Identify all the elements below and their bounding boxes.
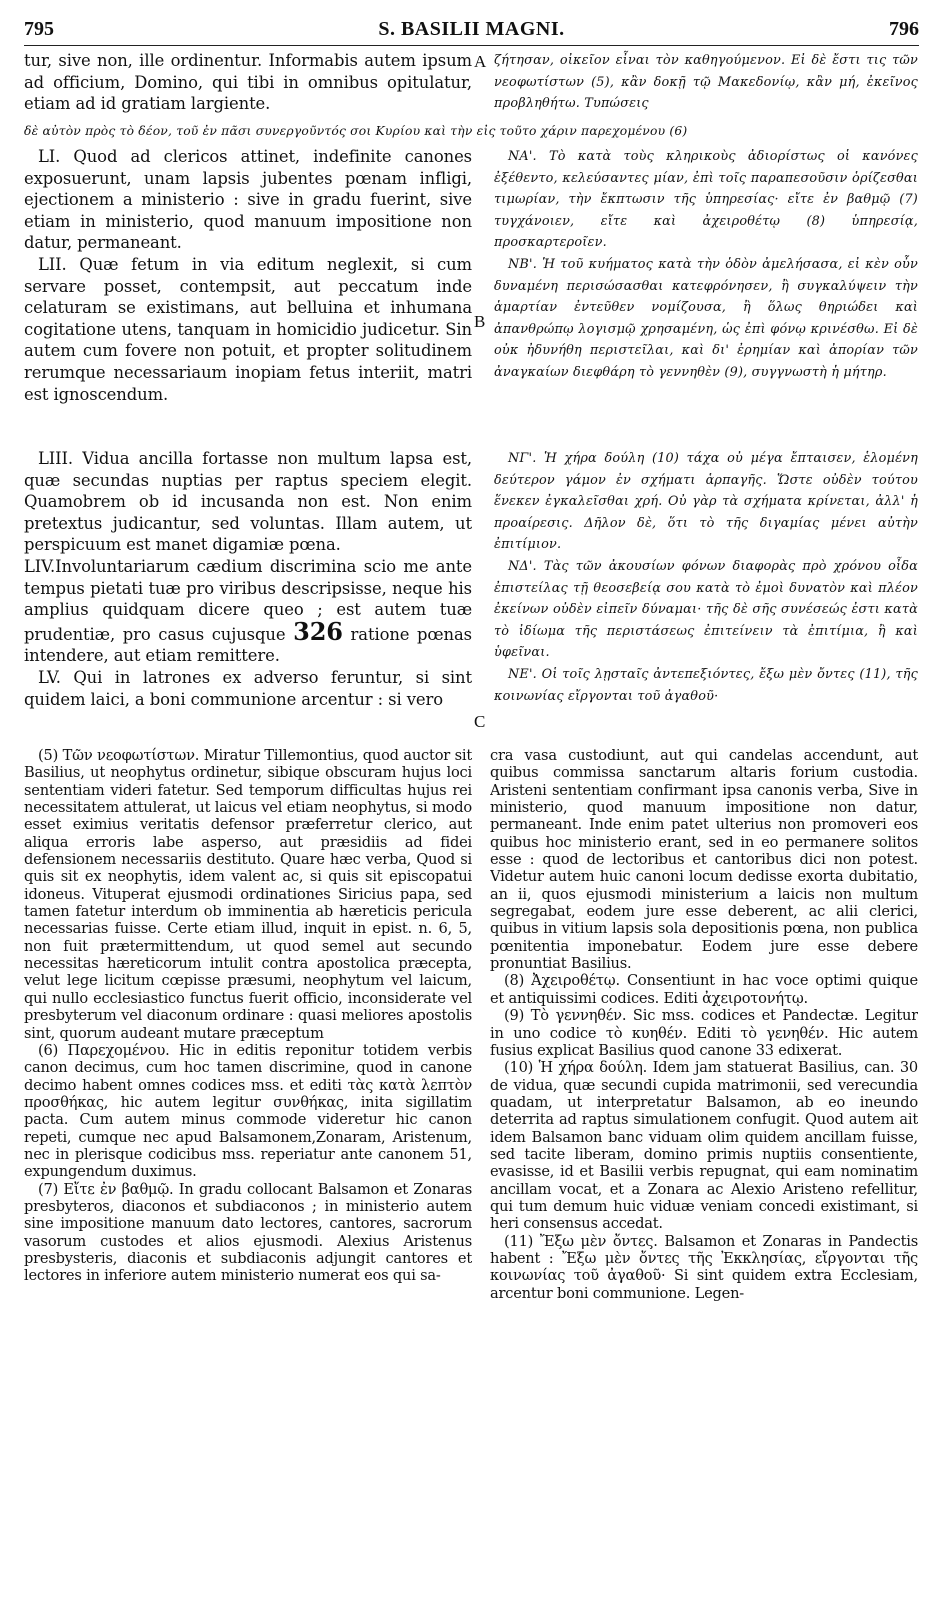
margin-letter-c: C	[474, 712, 486, 731]
latin-text-block-2	[24, 146, 472, 436]
greek-text-block-2	[494, 146, 918, 436]
latin-canon-54-text-end: ratione pœnas intendere, aut etiam remittere.	[24, 624, 472, 666]
footnotes-right-column	[490, 747, 918, 1582]
latin-canon-53: LIII. Vidua ancilla fortasse non multum lapsa est, quæ secundas nuptias per raptus speciem elegit. Quamobrem ob id incusanda non est. Non enim pretextus judicantur, sed voluntas. Illam autem, ut perspicuum est manet digamiæ pœna.	[24, 449, 472, 555]
footnote-9: (9) Τὸ γεννηθέν. Sic mss. codices et Pandectæ. Legitur in uno codice τὸ κυηθέν. Editi τὸ γενηθέν. Hic autem fusius explicat Basilius quod canone 33 edixerat.	[490, 1007, 918, 1059]
footnote-10: (10) Ἡ χήρα δούλη. Idem jam statuerat Basilius, can. 30 de vidua, quæ secundi cupida matrimonii, sed verecundia quadam, ut interpretatur Balsamon, ab eo ineundo deterrita ad raptus simulationem confugit. Quod autem ait idem Balsamon banc viduam olim quidem ancillam fuisse, sed tacite liberam, domino primis nuptiis consentiente, evasisse, id et Basilii verbis repugnat, qui eam nominatim ancillam vocat, et a Zonara ac Alexio Aristeno refellitur, qui tum demum huic viduæ veniam concedi existimant, si heri consensus accedat.	[490, 1059, 918, 1233]
latin-canon-55: LV. Qui in latrones ex adverso feruntur, si sint quidem laici, a boni communione arcentur : si vero	[24, 667, 472, 709]
greek-canon-53: ΝΓ'. Ἡ χήρα δούλη (10) τάχα οὐ μέγα ἔπταισεν, ἑλομένη δεύτερον γάμον ἐν σχήματι ἁρπαγῆς. Ὥστε οὐδὲν τούτου ἕνεκεν ἐγκαλεῖσθαι χρή. Οὐ γὰρ τὰ σχήματα κρίνεται, ἀλλ' ἡ προαίρεσις. Δῆλον δὲ, ὅτι τὸ τῆς διγαμίας μένει αὐτὴν ἐπιτίμιον.	[494, 451, 918, 553]
latin-canon-54-text: LIV.Involuntariarum cædium discrimina scio me ante tempus pietati tuæ pro viribus descripsisse, neque his amplius quidquam dicere queo ; est autem tuæ prudentiæ, pro casus cujusque	[24, 556, 472, 644]
right-page-number: 796	[889, 18, 919, 40]
margin-letter-a: A	[474, 52, 487, 71]
greek-text-block-3	[494, 448, 918, 734]
greek-cross-text: δὲ αὐτὸν πρὸς τὸ δέον, τοῦ ἐν πᾶσι συνεργοῦντός σοι Κυρίου καὶ τὴν εἰς τοῦτο χάριν παρεχομένου (6)	[24, 124, 688, 138]
greek-canon-55: ΝΕ'. Οἱ τοῖς λῃσταῖς ἀντεπεξιόντες, ἔξω μὲν ὄντες (11), τῆς κοινωνίας εἴργονται τοῦ ἀγαθοῦ·	[494, 666, 918, 704]
latin-canon-52: LII. Quæ fetum in via editum neglexit, si cum servare posset, contempsit, aut peccatum inde celaturam se existimans, aut belluina et inhumana cogitatione utens, tanquam in homicidio judicetur. Sin autem cum fovere non potuit, et propter solitudinem rerumque necessariaum inopiam fetus interiit, matri est ignoscendum.	[24, 254, 472, 404]
left-page-number: 795	[24, 18, 54, 40]
greek-cross-line	[24, 121, 918, 145]
footnote-8: (8) Ἀχειροθέτῳ. Consentiunt in hac voce optimi quique et antiquissimi codices. Editi ἀχειροτονήτῳ.	[490, 972, 918, 1007]
latin-canon-51: LI. Quod ad clericos attinet, indefinite canones exposuerunt, unam lapsis jubentes pœnam infligi, ejectionem a ministerio : sive in gradu fuerint, sive etiam in ministerio, quod manuum impositione non datur, permaneant.	[24, 147, 472, 253]
latin-canon-54	[24, 556, 472, 667]
page-header	[24, 18, 919, 44]
footnote-5: (5) Τῶν νεοφωτίστων. Miratur Tillemontius, quod auctor sit Basilius, ut neophytus ordinetur, sibique obscuram hujus loci sententiam videri fatetur. Sed temporum difficultas hujus rei necessitatem attulerat, ut laicus vel etiam neophytus, si modo esset eximius veritatis defensor præferretur clerico, aut aliqua erroris labe asperso, aut præsidiis ad fidei defensionem necessariis destituto. Quare hæc verba, Quod si quis sit ex neophytis, idem valent ac, si quis sit episcopatui idoneus. Vituperat ejusmodi ordinationes Siricius papa, sed tamen fatetur interdum ob imminentia ab hæreticis pericula necessarias fuisse. Certe etiam illud, inquit in epist. n. 6, 5, non fuit prætermittendum, ut quod semel aut secundo necessitas hæreticorum intulit contra apostolica præcepta, velut lege licitum cœpisse præsumi, neophytum vel laicum, qui nullo ecclesiastico functus fuerit officio, inconsiderate vel presbyterum vel diaconum ordinare : quasi meliores apostolis sint, quorum audeant mutare præceptum	[24, 747, 472, 1042]
header-rule	[24, 45, 919, 46]
greek-paragraph: ζήτησαν, οἰκεῖον εἶναι τὸν καθηγούμενον. Εἰ δὲ ἔστι τις τῶν νεοφωτίστων (5), κἂν δοκῇ τῷ Μακεδονίῳ, κἂν μή, ἐκεῖνος προβληθήτω. Τυπώσεις	[494, 53, 918, 112]
running-title: S. BASILII MAGNI.	[378, 18, 565, 40]
greek-canon-51: ΝΑ'. Τὸ κατὰ τοὺς κληρικοὺς ἀδιορίστως οἱ κανόνες ἐξέθεντο, κελεύσαντες μίαν, ἐπὶ τοῖς παραπεσοῦσιν ὁρίζεσθαι τιμωρίαν, τὴν ἔκπτωσιν τῆς ὑπηρεσίας· εἴτε ἐν βαθμῷ (7) τυγχάνοιεν, εἴτε καὶ ἀχειροθέτῳ (8) ὑπηρεσίᾳ, προσκαρτεροῖεν.	[494, 149, 918, 251]
footnotes-left-column	[24, 747, 472, 1582]
footnote-7: (7) Εἴτε ἐν βαθμῷ. In gradu collocant Balsamon et Zonaras presbyteros, diaconos et subdiaconos ; in ministerio autem sine impositione manuum dato lectores, cantores, sacrorum vasorum custodes et alios ejusmodi. Alexius Aristenus presbysteris, diaconis et subdiaconis adjungit cantores et lectores in inferiore autem ministerio numerat eos qui sa-	[24, 1180, 472, 1285]
margin-letter-b: B	[474, 312, 486, 331]
latin-text-block-3	[24, 448, 472, 734]
footnote-11: (11) Ἔξω μὲν ὄντες. Balsamon et Zonaras in Pandectis habent : Ἔξω μὲν ὄντες τῆς Ἐκκλησίας, εἴργονται τῆς κοινωνίας τοῦ ἀγαθοῦ· Si sint quidem extra Ecclesiam, arcentur boni communione. Legen-	[490, 1232, 918, 1302]
column-number: 326	[293, 616, 343, 646]
footnote-7-continued: cra vasa custodiunt, aut qui candelas accendunt, aut quibus commissa sanctarum altaris forium custodia. Aristeni sententiam confirmant ipsa canonis verba, Sive in ministerio, quod manuum impositione non datur, permaneant. Inde enim patet ulterius non promoveri eos quibus hoc ministerio erant, sed in eo permanere solitos esse : quod de lectoribus et cantoribus dici non potest. Videtur autem huic canoni locum dedisse exorta dubitatio, an ii, quos ejusmodi ministerium a laicis non multum segregabat, eodem jure esse deberent, ac alii clerici, quibus in vitium lapsis sola depositionis pœna, non publica pœnitentia imponebatur. Eodem jure esse debere pronuntiat Basilius.	[490, 747, 918, 973]
latin-paragraph: tur, sive non, ille ordinentur. Informabis autem ipsum ad officium, Domino, qui tibi in omnibus opitulatur, etiam ad id gratiam largiente.	[24, 51, 472, 114]
footnote-6: (6) Παρεχομένου. Hic in editis reponitur totidem verbis canon decimus, cum hoc tamen discrimine, quod in canone decimo habent omnes codices mss. et editi τὰς κατὰ λεπτὸν προσθήκας, hic autem legitur συνθήκας, inita sigillatim pacta. Cum autem minus commode videretur hic canon repeti, cumque nec apud Balsamonem,Zonaram, Aristenum, nec in plerisque codicibus mss. reperiatur ante canonem 51, expungendum duximus.	[24, 1041, 472, 1181]
greek-canon-54: ΝΔ'. Τὰς τῶν ἀκουσίων φόνων διαφορὰς πρὸ χρόνου οἶδα ἐπιστείλας τῇ θεοσεβείᾳ σου κατὰ τὸ ἐμοὶ δυνατὸν καὶ πλέον ἐκείνων οὐδὲν εἰπεῖν δύναμαι· τῆς δὲ σῆς συνέσεώς ἐστι κατὰ τὸ ἰδίωμα τῆς περιστάσεως ἐπιτείνειν τὰ ἐπιτίμια, ἢ καὶ ὑφεῖναι.	[494, 558, 918, 661]
greek-canon-52: ΝΒ'. Ἡ τοῦ κυήματος κατὰ τὴν ὁδὸν ἀμελήσασα, εἰ κὲν οὖν δυναμένη περισώσασθαι κατεφρόνησεν, ἢ συγκαλύψειν τὴν ἁμαρτίαν ἐντεῦθεν νομίζουσα, ἢ ὅλως θηριώδει καὶ ἀπανθρώπῳ λογισμῷ χρησαμένη, ὡς ἐπὶ φόνῳ κρινέσθω. Εἰ δὲ οὐκ ἠδυνήθη περιστεῖλαι, καὶ δι' ἐρημίαν καὶ ἀπορίαν τῶν ἀναγκαίων διεφθάρη τὸ γεννηθὲν (9), συγγνωστὴ ἡ μήτηρ.	[494, 256, 918, 380]
